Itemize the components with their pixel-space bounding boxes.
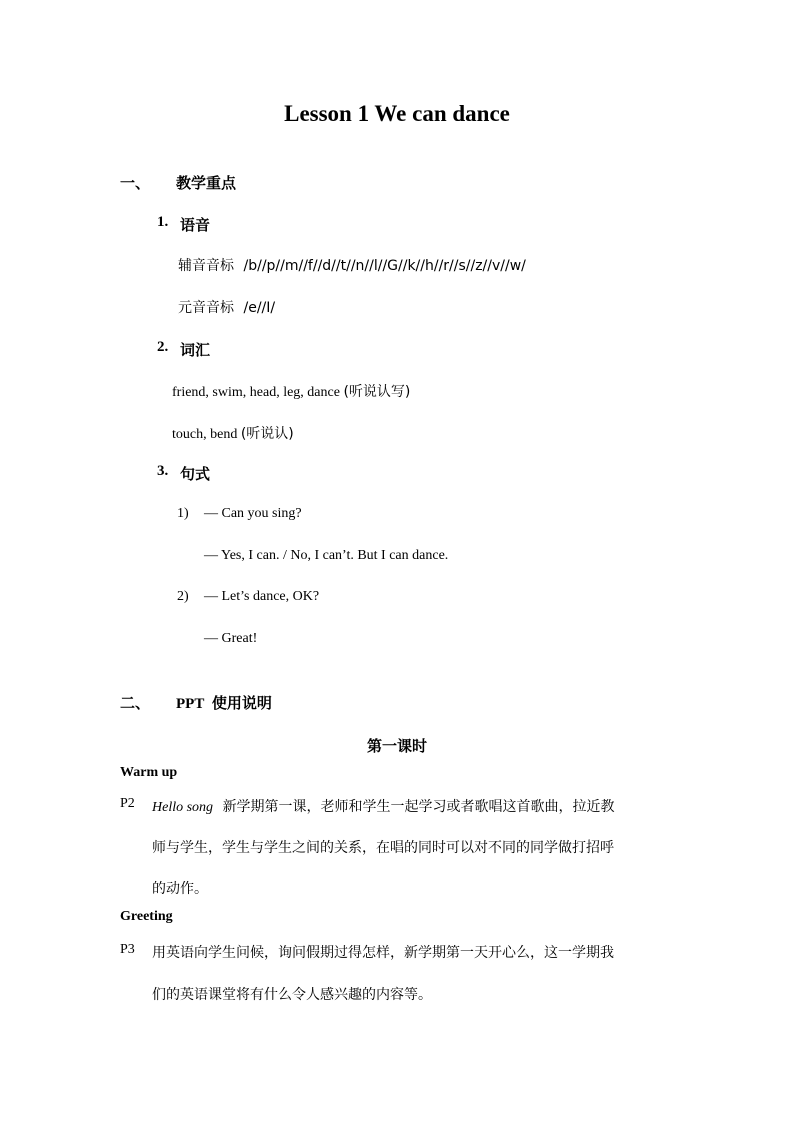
lesson-title: 第一课时 xyxy=(366,737,427,755)
warm-up-line-3: 的动作。 xyxy=(152,881,208,897)
sub1-heading: 语音 xyxy=(180,216,211,234)
warm-up-label: Warm up xyxy=(120,765,178,780)
document-title: Lesson 1 We can dance xyxy=(284,101,510,126)
sub2-heading: 词汇 xyxy=(180,341,211,359)
warm-up-page: P2 xyxy=(120,796,135,811)
pattern-2-question: — Let’s dance, OK? xyxy=(204,589,320,604)
consonant-value: /b//p//m//f//d//t//n//l//G//k//h//r//s//z//v//w/ xyxy=(243,258,526,274)
vocab-note-2: (听说认) xyxy=(240,426,294,442)
song-title: Hello song xyxy=(152,800,214,815)
sub1-number: 1. xyxy=(157,214,169,230)
pattern-2-answer: — Great! xyxy=(204,631,258,646)
section1-number: 一、 xyxy=(120,174,151,192)
pattern-1-question: — Can you sing? xyxy=(204,506,302,521)
pattern-2-number: 2) xyxy=(177,589,189,604)
pattern-1-answer: — Yes, I can. / No, I can’t. But I can dance. xyxy=(204,548,449,563)
sub2-number: 2. xyxy=(157,339,169,355)
warm-up-line-2: 师与学生，学生与学生之间的关系，在唱的同时可以对不同的同学做打招呼 xyxy=(152,840,614,856)
section2-heading-rest: 使用说明 xyxy=(211,694,272,712)
vowel-value: /e//I/ xyxy=(243,300,276,316)
consonant-line xyxy=(178,255,526,275)
section2-heading-ppt: PPT xyxy=(176,696,205,712)
section1-heading: 教学重点 xyxy=(176,174,237,192)
vocab-line-2 xyxy=(172,423,294,443)
section2-heading xyxy=(176,692,272,713)
consonant-label: 辅音音标 xyxy=(178,258,234,274)
greeting-line-1: 用英语向学生问候，询问假期过得怎样，新学期第一天开心么，这一学期我 xyxy=(152,945,614,961)
vocab-note-1: (听说认写) xyxy=(343,384,411,400)
vowel-line xyxy=(178,297,275,317)
warm-up-line-1 xyxy=(152,796,615,816)
vowel-label: 元音音标 xyxy=(178,300,234,316)
greeting-line-2: 们的英语课堂将有什么令人感兴趣的内容等。 xyxy=(152,987,432,1003)
sub3-heading: 句式 xyxy=(180,465,211,483)
greeting-page: P3 xyxy=(120,942,135,957)
vocab-words-1: friend, swim, head, leg, dance xyxy=(172,385,340,400)
section2-number: 二、 xyxy=(120,694,151,712)
vocab-line-1 xyxy=(172,381,410,401)
sub3-number: 3. xyxy=(157,463,169,479)
vocab-words-2: touch, bend xyxy=(172,427,238,442)
warm-up-text-1: 新学期第一课，老师和学生一起学习或者歌唱这首歌曲，拉近教 xyxy=(222,799,615,815)
greeting-label: Greeting xyxy=(120,909,173,924)
pattern-1-number: 1) xyxy=(177,506,189,521)
